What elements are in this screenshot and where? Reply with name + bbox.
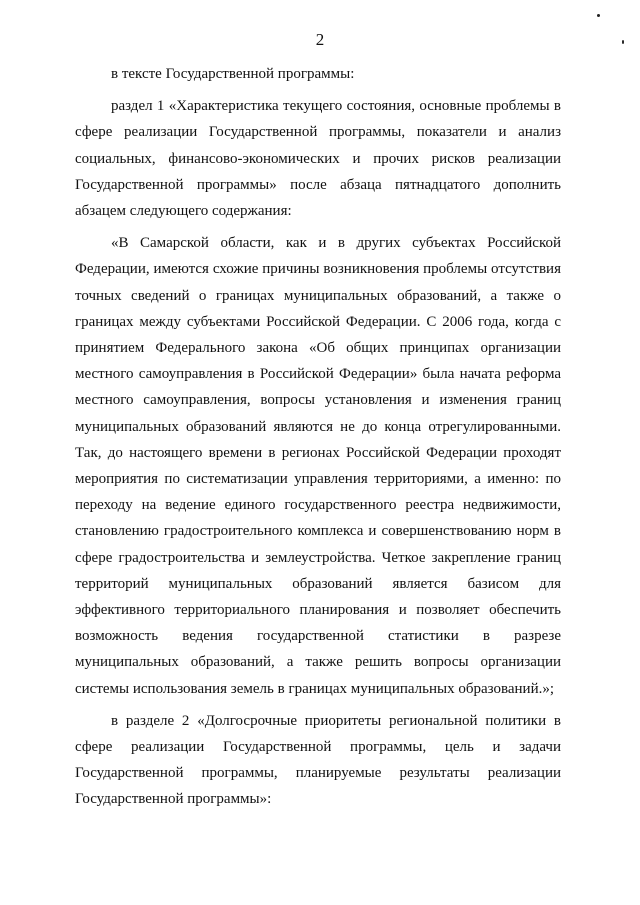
paragraph-intro: в тексте Государственной программы: — [111, 66, 355, 82]
document-body — [75, 61, 561, 813]
paragraph-section-2: в разделе 2 «Долгосрочные приоритеты региональной политики в сфере реализации Государственной программы, цель и задачи Государственной программы, планируемые результаты реализации Государственной программы»: — [75, 712, 561, 808]
paragraph-section-1: раздел 1 «Характеристика текущего состояния, основные проблемы в сфере реализации Государственной программы, показатели и анализ социальных, финансово-экономических и прочих рисков реализации Государственной программы» после абзаца пятнадцатого дополнить абзацем следующего содержания: — [75, 98, 561, 220]
page-number: 2 — [315, 30, 325, 49]
scan-speck — [597, 14, 600, 17]
paragraph-inserted-text: «В Самарской области, как и в других субъектах Российской Федерации, имеются схожие причины возникновения проблемы отсутствия точных сведений о границах муниципальных образований, а также о границах между субъектами Российской Федерации. С 2006 года, когда с принятием Федерального закона «Об общих принципах организации местного самоуправления в Российской Федерации» была начата реформа местного самоуправления, вопросы установления и изменения границ муниципальных образований являются не до конца отрегулированными. Так, до настоящего времени в регионах Российской Федерации проходят мероприятия по систематизации управления территориями, а именно: по переходу на ведение единого государственного реестра недвижимости, становлению градостроительного комплекса и совершенствованию норм в сфере градостроительства и землеустройства. Четкое закрепление границ территорий муниципальных образований является базисом для эффективного территориального планирования и позволяет обеспечить возможность ведения государственной статистики в разрезе муниципальных образований, а также решить вопросы организации системы использования земель в границах муниципальных образований.»; — [75, 235, 561, 697]
